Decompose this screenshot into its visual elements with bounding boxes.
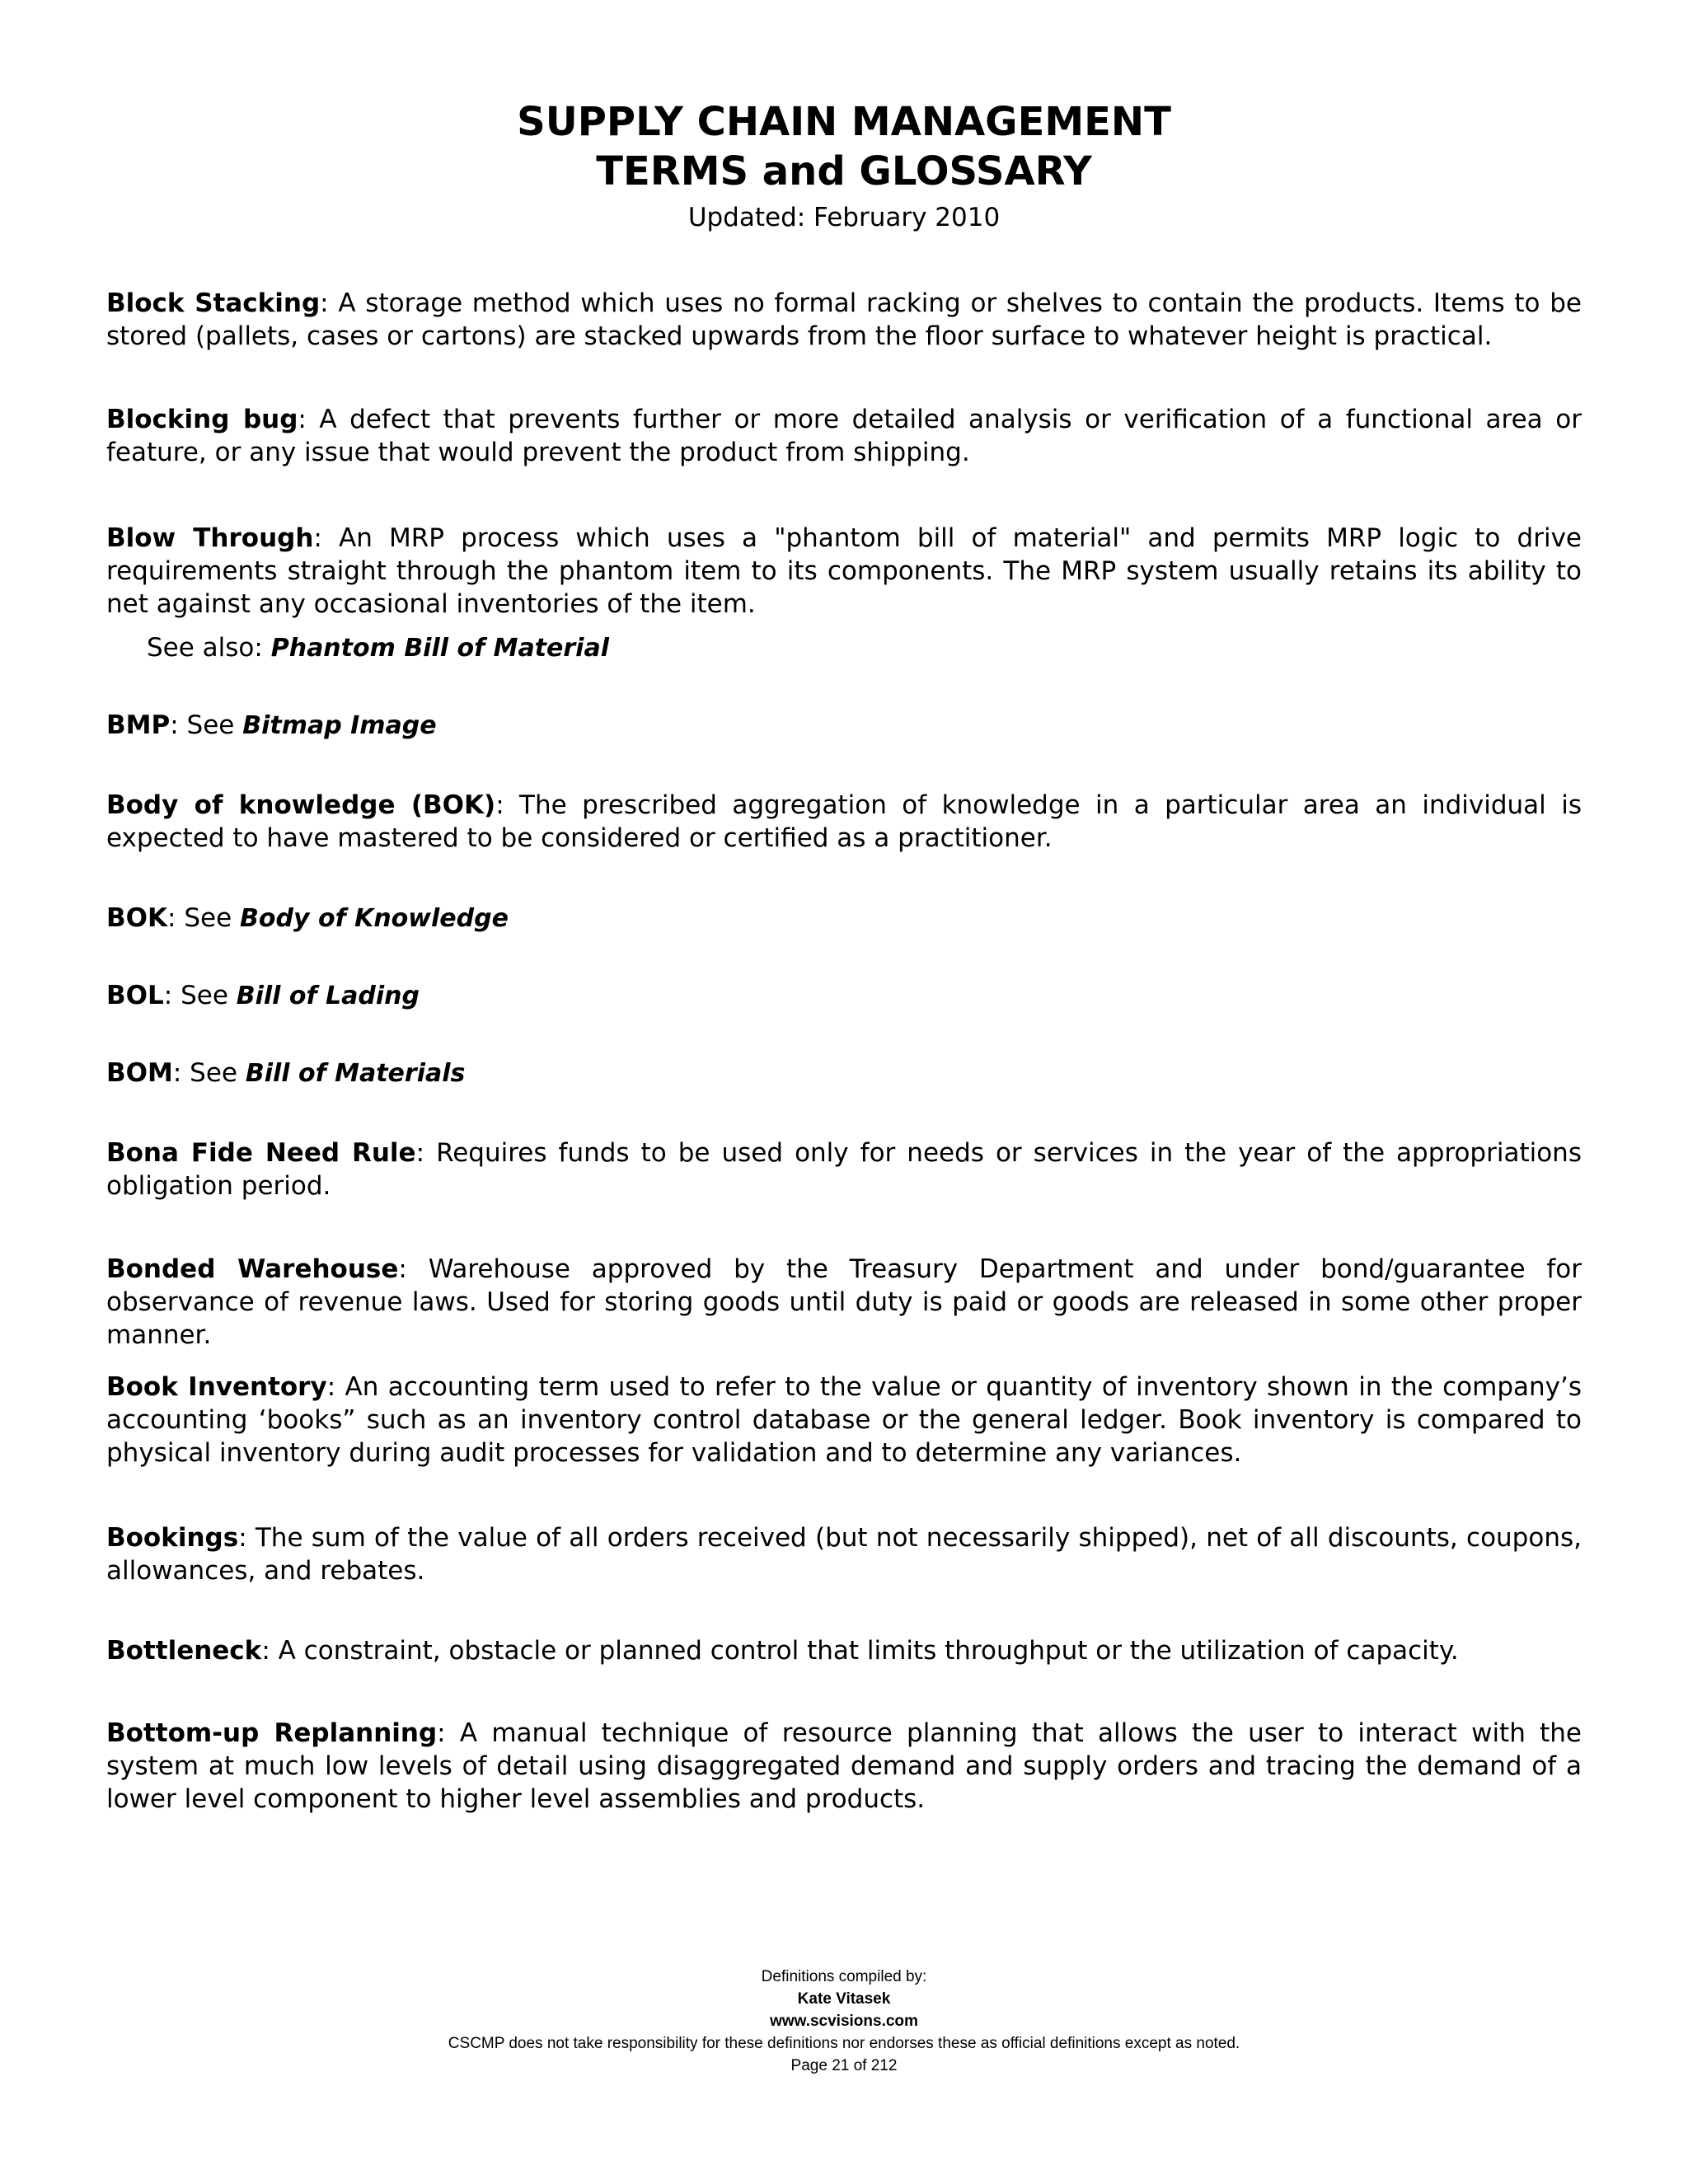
document-title-line-2: TERMS and GLOSSARY bbox=[596, 148, 1092, 194]
footer-author: Kate Vitasek bbox=[797, 1990, 891, 2008]
cross-reference: Bill of Lading bbox=[236, 982, 420, 1010]
glossary-term: Blocking bug bbox=[106, 405, 298, 434]
glossary-entry-blocking-bug: Blocking bug: A defect that prevents further or more detailed analysis or verification of a functional area or feature, or any issue that would prevent the product from shipping. bbox=[106, 405, 1582, 467]
glossary-definition: An accounting term used to refer to the value or quantity of inventory shown in the company’s accounting ‘books” such as an inventory control database or the general ledger. Book inventory is compared to physical inventory during audit processes for validation and to determine any variances. bbox=[106, 1372, 1582, 1468]
glossary-entry-bookings: Bookings: The sum of the value of all orders received (but not necessarily shipped), net of all discounts, coupons, allowances, and rebates. bbox=[106, 1523, 1582, 1586]
glossary-definition: The prescribed aggregation of knowledge in a particular area an individual is expected to have mastered to be considered or certified as a practitioner. bbox=[106, 790, 1582, 853]
page-footer bbox=[0, 1966, 1688, 2077]
glossary-definition: A storage method which uses no formal racking or shelves to contain the products. Items to be stored (pallets, cases or cartons) are stacked upwards from the floor surface to whatever height is practical. bbox=[106, 288, 1582, 351]
glossary-term: Bottleneck bbox=[106, 1636, 262, 1666]
see-label: See bbox=[186, 710, 235, 740]
glossary-definition: A manual technique of resource planning that allows the user to interact with the system at much low levels of detail using disaggregated demand and supply orders and tracing the demand of a lower level component to higher level assemblies and products. bbox=[106, 1718, 1582, 1814]
glossary-definition: An MRP process which uses a "phantom bill of material" and permits MRP logic to drive requirements straight through the phantom item to its components. The MRP system usually retains its ability to net against any occasional inventories of the item. bbox=[106, 523, 1582, 619]
see-also-reference: Phantom Bill of Material bbox=[270, 634, 609, 663]
glossary-entry-bom: BOM: See Bill of Materials bbox=[106, 1058, 466, 1088]
glossary-definition: Requires funds to be used only for needs or services in the year of the appropriations obligation period. bbox=[106, 1138, 1582, 1201]
glossary-term: BOM bbox=[106, 1058, 173, 1088]
glossary-entry-book-inventory: Book Inventory: An accounting term used to refer to the value or quantity of inventory shown in the company’s accounting ‘books” such as an inventory control database or the general ledger. Book inventory is compared to physical inventory during audit processes for validation and to determine any variances. bbox=[106, 1372, 1582, 1468]
glossary-entry-bok: BOK: See Body of Knowledge bbox=[106, 903, 509, 933]
see-label: See bbox=[181, 981, 228, 1010]
glossary-entry-body-of-knowledge: Body of knowledge (BOK): The prescribed aggregation of knowledge in a particular area an individual is expected to have mastered to be considered or certified as a practitioner. bbox=[106, 790, 1582, 853]
footer-disclaimer: CSCMP does not take responsibility for these definitions nor endorses these as official definitions except as noted. bbox=[448, 2035, 1240, 2052]
see-also-line bbox=[147, 631, 609, 665]
glossary-term: Bottom-up Replanning bbox=[106, 1718, 438, 1748]
glossary-definition: The sum of the value of all orders received (but not necessarily shipped), net of all discounts, coupons, allowances, and rebates. bbox=[106, 1523, 1582, 1586]
glossary-entry-bmp: BMP: See Bitmap Image bbox=[106, 710, 437, 740]
glossary-term: Bookings bbox=[106, 1523, 239, 1553]
glossary-term: Body of knowledge (BOK) bbox=[106, 790, 496, 820]
glossary-entry-bona-fide-need-rule: Bona Fide Need Rule: Requires funds to be used only for needs or services in the year of the appropriations obligation period. bbox=[106, 1138, 1582, 1201]
glossary-term: BOL bbox=[106, 981, 164, 1010]
glossary-term: BMP bbox=[106, 710, 171, 740]
footer-website: www.scvisions.com bbox=[770, 2013, 918, 2030]
glossary-entry-bottom-up-replanning: Bottom-up Replanning: A manual technique of resource planning that allows the user to interact with the system at much low levels of detail using disaggregated demand and supply orders and tracing the demand of a lower level component to higher level assemblies and products. bbox=[106, 1718, 1582, 1814]
glossary-entry-bonded-warehouse: Bonded Warehouse: Warehouse approved by the Treasury Department and under bond/guarantee for observance of revenue laws. Used for storing goods until duty is paid or goods are released in some other proper manner. bbox=[106, 1254, 1582, 1350]
document-title-line-1: SUPPLY CHAIN MANAGEMENT bbox=[517, 99, 1171, 145]
glossary-entry-blow-through: Blow Through: An MRP process which uses a "phantom bill of material" and permits MRP logic to drive requirements straight through the phantom item to its components. The MRP system usually retains its ability to net against any occasional inventories of the item. bbox=[106, 523, 1582, 619]
glossary-term: Book Inventory bbox=[106, 1372, 327, 1402]
glossary-entry-bol: BOL: See Bill of Lading bbox=[106, 981, 420, 1010]
glossary-definition: A defect that prevents further or more detailed analysis or verification of a functional area or feature, or any issue that would prevent the product from shipping. bbox=[106, 405, 1582, 467]
cross-reference: Bitmap Image bbox=[242, 711, 437, 740]
document-header bbox=[0, 97, 1688, 236]
glossary-term: Bona Fide Need Rule bbox=[106, 1138, 416, 1168]
cross-reference: Body of Knowledge bbox=[240, 904, 509, 933]
glossary-term: Blow Through bbox=[106, 523, 314, 553]
see-also-label: See also: bbox=[147, 633, 263, 663]
see-label: See bbox=[184, 903, 232, 933]
glossary-term: Bonded Warehouse bbox=[106, 1254, 399, 1284]
see-label: See bbox=[190, 1058, 237, 1088]
footer-compiled-by: Definitions compiled by: bbox=[761, 1968, 927, 1985]
glossary-entry-block-stacking: Block Stacking: A storage method which uses no formal racking or shelves to contain the products. Items to be stored (pallets, cases or cartons) are stacked upwards from the floor surface to whatever height is practical. bbox=[106, 288, 1582, 351]
page-number: Page 21 of 212 bbox=[790, 2057, 898, 2074]
glossary-definition: A constraint, obstacle or planned control that limits throughput or the utilization of capacity. bbox=[278, 1636, 1459, 1666]
glossary-term: BOK bbox=[106, 903, 168, 933]
cross-reference: Bill of Materials bbox=[245, 1059, 466, 1088]
glossary-term: Block Stacking bbox=[106, 288, 321, 318]
glossary-entry-bottleneck: Bottleneck: A constraint, obstacle or planned control that limits throughput or the utilization of capacity. bbox=[106, 1636, 1459, 1666]
glossary-definition: Warehouse approved by the Treasury Department and under bond/guarantee for observance of revenue laws. Used for storing goods until duty is paid or goods are released in some other proper manner. bbox=[106, 1254, 1582, 1350]
updated-date: Updated: February 2010 bbox=[687, 203, 1001, 232]
